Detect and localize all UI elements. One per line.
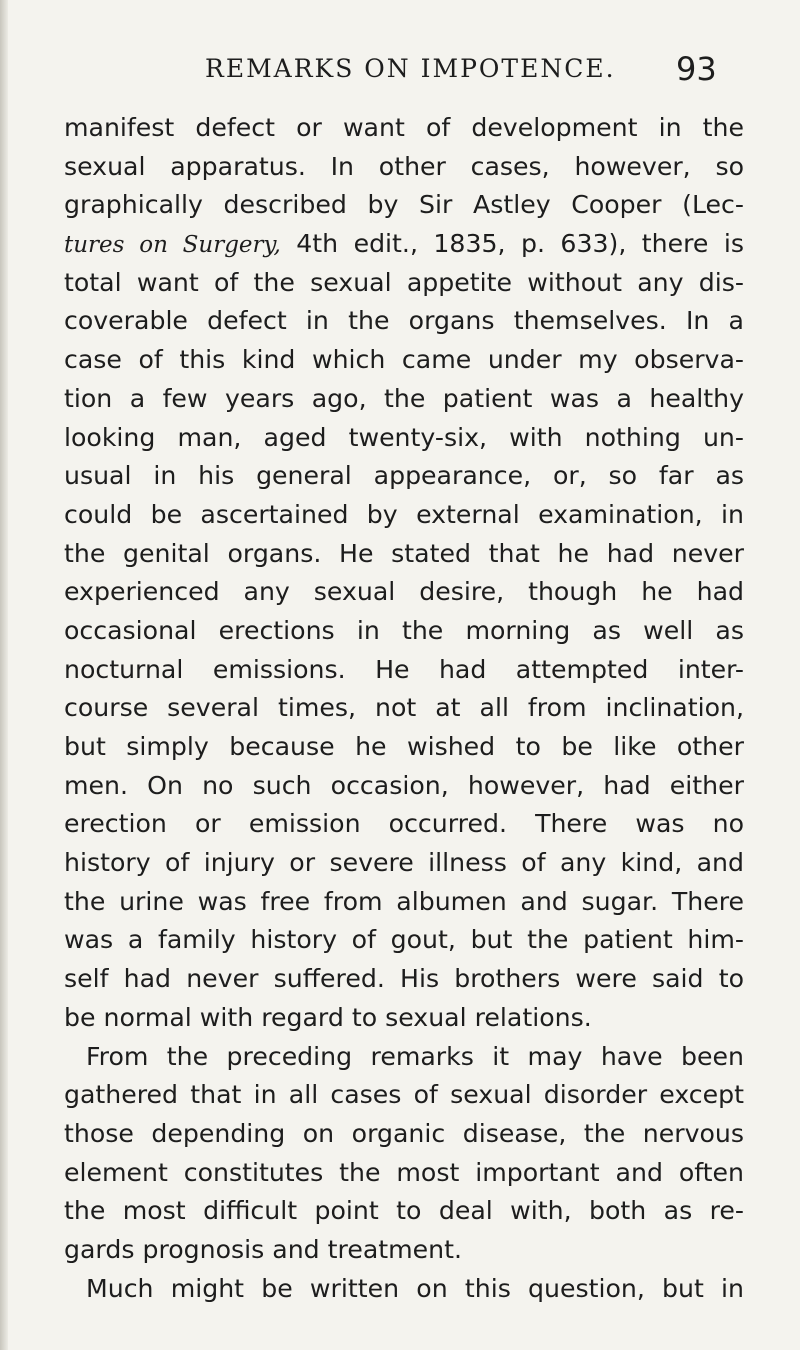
- running-head: REMARKS ON IMPOTENCE.: [205, 54, 616, 83]
- text-line: sexual apparatus. In other cases, however, so: [64, 151, 744, 181]
- page-number: 93: [676, 50, 717, 88]
- text-fragment: 4th edit., 1835, p. 633), there is: [280, 229, 744, 259]
- text-line: course several times, not at all from inclination,: [64, 693, 744, 723]
- text-line: the urine was free from albumen and sugar. There: [64, 886, 744, 916]
- italic-citation: tures on Surgery,: [64, 232, 281, 259]
- paragraph-3: [64, 1270, 744, 1309]
- text-line: gards prognosis and treatment.: [64, 1234, 463, 1264]
- text-line: manifest defect or want of development in the: [64, 113, 744, 142]
- text-line: could be ascertained by external examination, in: [64, 499, 744, 529]
- page-header: [0, 50, 800, 100]
- text-line: the genital organs. He stated that he had never: [64, 538, 744, 568]
- text-line: history of injury or severe illness of any kind, and: [64, 848, 744, 878]
- text-line: be normal with regard to sexual relations.: [64, 1002, 592, 1032]
- text-line: looking man, aged twenty-six, with nothing un-: [64, 422, 744, 452]
- text-line: usual in his general appearance, or, so far as: [64, 461, 744, 491]
- text-line: graphically described by Sir Astley Cooper (Lec-: [64, 190, 744, 220]
- text-line: self had never suffered. His brothers were said to: [64, 964, 744, 994]
- text-line: [64, 225, 744, 264]
- text-line: tion a few years ago, the patient was a healthy: [64, 383, 744, 413]
- text-line: element constitutes the most important and often: [64, 1157, 744, 1187]
- text-line: From the preceding remarks it may have been: [86, 1041, 744, 1071]
- text-line: case of this kind which came under my observa-: [64, 345, 744, 375]
- text-line: men. On no such occasion, however, had either: [64, 770, 744, 800]
- text-line: experienced any sexual desire, though he had: [64, 577, 744, 607]
- text-line: coverable defect in the organs themselves. In a: [64, 306, 744, 336]
- text-line: nocturnal emissions. He had attempted inter-: [64, 654, 744, 684]
- text-line: the most difficult point to deal with, both as re-: [64, 1196, 744, 1226]
- text-line: those depending on organic disease, the nervous: [64, 1118, 744, 1148]
- body-text: [64, 109, 744, 1308]
- paragraph-1: [64, 109, 744, 1038]
- text-line: erection or emission occurred. There was no: [64, 809, 744, 839]
- text-line: gathered that in all cases of sexual disorder except: [64, 1080, 744, 1110]
- text-line: total want of the sexual appetite without any dis-: [64, 267, 744, 297]
- paragraph-2: [64, 1038, 744, 1270]
- text-line: was a family history of gout, but the patient him-: [64, 925, 744, 955]
- text-line: occasional erections in the morning as well as: [64, 615, 744, 645]
- text-line: but simply because he wished to be like other: [64, 732, 744, 761]
- page-edge: [0, 0, 8, 1350]
- text-line: Much might be written on this question, but in: [86, 1273, 744, 1303]
